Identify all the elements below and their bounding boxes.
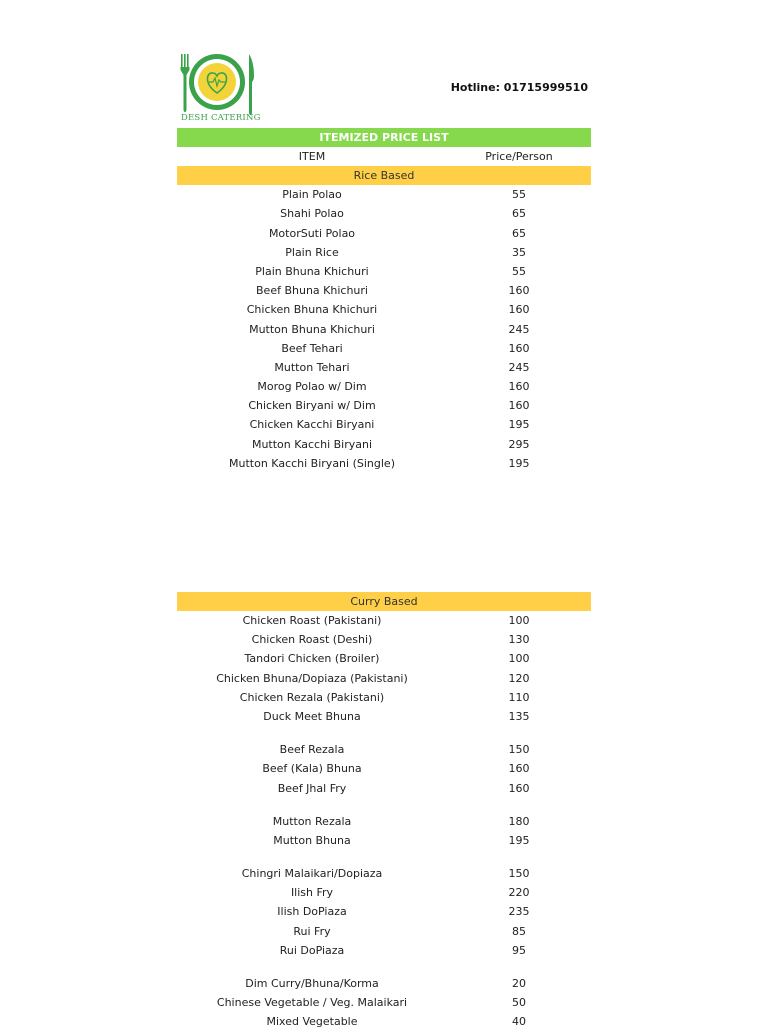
column-header-item: ITEM bbox=[298, 150, 326, 163]
item-price: 40 bbox=[512, 1015, 526, 1029]
item-price: 150 bbox=[508, 743, 530, 757]
group-spacer bbox=[177, 798, 591, 812]
table-row bbox=[177, 454, 591, 473]
item-name: Beef Tehari bbox=[281, 341, 343, 355]
price-list-document bbox=[177, 0, 591, 1032]
item-price: 160 bbox=[508, 762, 530, 776]
item-price: 160 bbox=[508, 284, 530, 298]
table-row bbox=[177, 669, 591, 688]
table-row bbox=[177, 358, 591, 377]
hotline-number: Hotline: 01715999510 bbox=[450, 81, 588, 94]
item-name: Mutton Tehari bbox=[274, 360, 350, 374]
section-spacer bbox=[177, 473, 591, 592]
item-name: Chicken Roast (Deshi) bbox=[251, 633, 373, 647]
item-name: Chingri Malaikari/Dopiaza bbox=[241, 867, 383, 881]
item-price: 160 bbox=[508, 399, 530, 413]
group-spacer bbox=[177, 850, 591, 864]
group-spacer bbox=[177, 960, 591, 974]
column-headers bbox=[177, 147, 591, 166]
rice-items-list bbox=[177, 185, 591, 473]
item-name: Plain Rice bbox=[285, 245, 339, 259]
item-price: 195 bbox=[508, 833, 530, 847]
logo-text: DESH CATERING bbox=[181, 113, 261, 123]
table-row bbox=[177, 396, 591, 415]
section-title-rice: Rice Based bbox=[177, 166, 591, 185]
item-name: Mutton Rezala bbox=[272, 814, 352, 828]
table-row bbox=[177, 435, 591, 454]
item-price: 160 bbox=[508, 303, 530, 317]
item-price: 295 bbox=[508, 437, 530, 451]
item-price: 220 bbox=[508, 886, 530, 900]
item-name: Chicken Biryani w/ Dim bbox=[248, 399, 376, 413]
table-row bbox=[177, 707, 591, 726]
item-name: Rui Fry bbox=[293, 924, 331, 938]
item-name: Mutton Kacchi Biryani (Single) bbox=[229, 456, 395, 470]
fork-icon bbox=[181, 54, 190, 112]
table-row bbox=[177, 902, 591, 921]
item-price: 195 bbox=[508, 456, 530, 470]
item-name: Mutton Bhuna Khichuri bbox=[249, 322, 375, 336]
item-name: MotorSuti Polao bbox=[268, 226, 356, 240]
item-name: Beef Bhuna Khichuri bbox=[256, 284, 368, 298]
item-price: 235 bbox=[508, 905, 530, 919]
item-price: 55 bbox=[512, 264, 526, 278]
table-row bbox=[177, 377, 591, 396]
table-row bbox=[177, 759, 591, 778]
item-price: 120 bbox=[508, 671, 530, 685]
table-row bbox=[177, 831, 591, 850]
item-price: 130 bbox=[508, 633, 530, 647]
table-row bbox=[177, 630, 591, 649]
item-name: Ilish DoPiaza bbox=[277, 905, 347, 919]
item-name: Tandori Chicken (Broiler) bbox=[244, 652, 380, 666]
table-row bbox=[177, 922, 591, 941]
table-row bbox=[177, 415, 591, 434]
document-header bbox=[177, 0, 591, 128]
item-price: 195 bbox=[508, 418, 530, 432]
table-row bbox=[177, 611, 591, 630]
table-row bbox=[177, 812, 591, 831]
table-row bbox=[177, 281, 591, 300]
item-name: Beef (Kala) Bhuna bbox=[262, 762, 362, 776]
column-header-price: Price/Person bbox=[485, 150, 553, 163]
knife-icon bbox=[249, 54, 254, 115]
item-price: 65 bbox=[512, 207, 526, 221]
table-row bbox=[177, 649, 591, 668]
section-title-curry: Curry Based bbox=[177, 592, 591, 611]
item-price: 100 bbox=[508, 614, 530, 627]
item-price: 160 bbox=[508, 341, 530, 355]
curry-items-list bbox=[177, 611, 591, 1032]
item-price: 55 bbox=[512, 188, 526, 202]
item-name: Beef Jhal Fry bbox=[277, 781, 347, 795]
item-price: 100 bbox=[508, 652, 530, 666]
table-row bbox=[177, 300, 591, 319]
item-price: 110 bbox=[508, 690, 530, 704]
item-name: Chinese Vegetable / Veg. Malaikari bbox=[216, 996, 408, 1010]
table-row bbox=[177, 993, 591, 1012]
item-name: Mutton Kacchi Biryani bbox=[251, 437, 373, 451]
table-row bbox=[177, 243, 591, 262]
table-row bbox=[177, 204, 591, 223]
group-spacer bbox=[177, 726, 591, 740]
item-price: 180 bbox=[508, 814, 530, 828]
item-name: Chicken Rezala (Pakistani) bbox=[239, 690, 385, 704]
item-price: 160 bbox=[508, 781, 530, 795]
item-name: Chicken Roast (Pakistani) bbox=[242, 614, 382, 627]
table-row bbox=[177, 883, 591, 902]
item-name: Rui DoPiaza bbox=[279, 943, 345, 957]
item-name: Dim Curry/Bhuna/Korma bbox=[245, 977, 379, 990]
table-row bbox=[177, 864, 591, 883]
item-name: Chicken Kacchi Biryani bbox=[249, 418, 375, 432]
table-row bbox=[177, 941, 591, 960]
item-price: 150 bbox=[508, 867, 530, 881]
item-price: 50 bbox=[512, 996, 526, 1010]
item-name: Mutton Bhuna bbox=[273, 833, 351, 847]
table-row bbox=[177, 779, 591, 798]
item-name: Morog Polao w/ Dim bbox=[257, 380, 367, 394]
item-price: 65 bbox=[512, 226, 526, 240]
table-row bbox=[177, 1012, 591, 1031]
item-price: 245 bbox=[508, 360, 530, 374]
table-row bbox=[177, 339, 591, 358]
item-name: Mixed Vegetable bbox=[266, 1015, 358, 1029]
table-row bbox=[177, 224, 591, 243]
item-price: 245 bbox=[508, 322, 530, 336]
item-price: 95 bbox=[512, 943, 526, 957]
table-row bbox=[177, 740, 591, 759]
item-price: 135 bbox=[508, 709, 530, 723]
item-name: Duck Meet Bhuna bbox=[263, 709, 361, 723]
item-name: Chicken Bhuna Khichuri bbox=[246, 303, 378, 317]
item-name: Shahi Polao bbox=[280, 207, 344, 221]
item-name: Ilish Fry bbox=[290, 886, 334, 900]
item-price: 20 bbox=[512, 977, 526, 990]
price-list-title: ITEMIZED PRICE LIST bbox=[177, 128, 591, 147]
table-row bbox=[177, 688, 591, 707]
item-price: 160 bbox=[508, 380, 530, 394]
table-row bbox=[177, 320, 591, 339]
item-name: Plain Polao bbox=[282, 188, 342, 202]
item-price: 85 bbox=[512, 924, 526, 938]
table-row bbox=[177, 185, 591, 204]
item-name: Beef Rezala bbox=[279, 743, 345, 757]
item-name: Plain Bhuna Khichuri bbox=[255, 264, 369, 278]
item-price: 35 bbox=[512, 245, 526, 259]
table-row bbox=[177, 974, 591, 993]
item-name: Chicken Bhuna/Dopiaza (Pakistani) bbox=[216, 671, 408, 685]
table-row bbox=[177, 262, 591, 281]
